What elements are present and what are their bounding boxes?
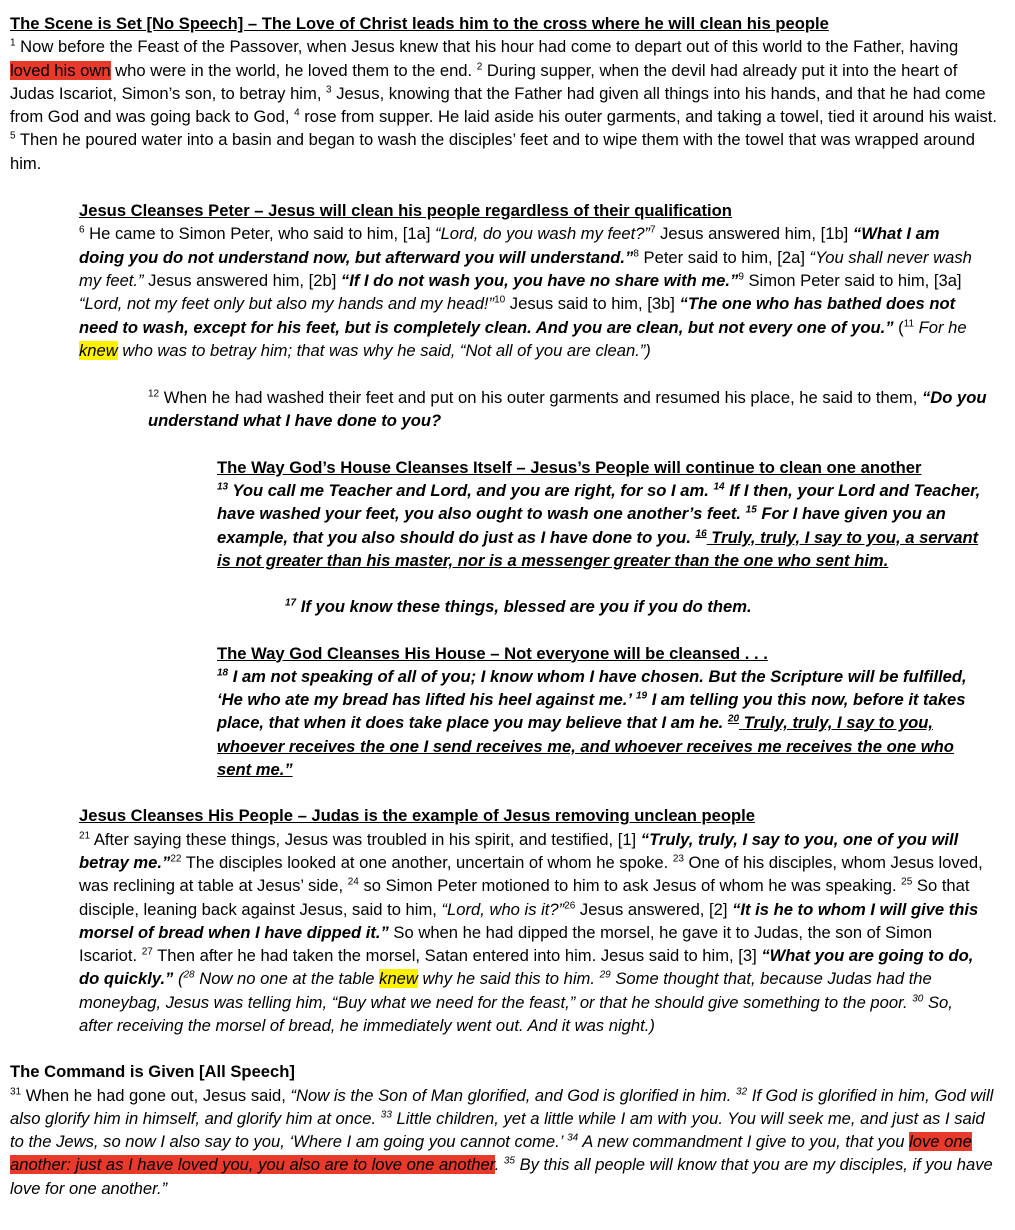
passage-paragraph [10,35,1000,175]
verse-number: 22 [170,853,182,865]
verse-number: 10 [494,294,506,306]
verse-number: 15 [745,504,757,516]
verse-text: Now no one at the table [194,969,380,989]
verse-text: After saying these things, Jesus was troubled in his spirit, and testified, [1] [90,829,641,849]
verse-text: During supper, when the devil had already put it into the heart of Judas Iscariot, Simon’s son, to betray him, [10,60,958,103]
document-page [10,12,1000,1200]
section-heading: The Command is Given [All Speech] [10,1062,295,1082]
verse-number: 32 [735,1086,748,1098]
verse-number: 21 [79,830,91,842]
verse-number: 6 [79,224,85,236]
passage-paragraph [79,222,984,362]
underlined-verse: Truly, truly, I say to you, a servant is not greater than his master, nor is a messenger greater than the one who sent him. [217,527,979,570]
verse-text: By this all people will know that you are my disciples, if you have love for one another.” [10,1155,993,1198]
quote-italic: “Now is the Son of Man glorified, and God is glorified in him. [290,1085,736,1105]
verse-text: So when he had dipped the morsel, he gave it to Judas, the son of Simon Iscariot. [79,922,933,966]
verse-text: For he [914,317,967,337]
highlight-loved-his-own: loved his own [10,60,111,80]
verse-text: Jesus said to him, [3b] [505,294,680,314]
verse-text: When he had gone out, Jesus said, [21,1085,291,1105]
section-scene-set [10,12,1000,175]
quote-jesus: “The one who has bathed does not need to wash, except for his feet, but is completely clean. And you are clean, but not every one of you.” [79,294,956,337]
verse-number: 9 [738,271,744,283]
verse-number: 8 [633,248,639,260]
verse-number: 17 [285,597,297,609]
verse-text: So, after receiving the morsel of bread, he immediately went out. And it was night.) [79,992,953,1035]
section-heading: Jesus Cleanses Peter – Jesus will clean his people regardless of their qualification [79,201,732,221]
passage-paragraph [217,479,992,572]
verse-number: 33 [380,1109,392,1121]
verse-text: who were in the world, he loved them to the end. [110,60,477,80]
verse-number: 24 [347,876,359,888]
verse-text: ( [173,969,184,989]
verse-text: If God is glorified in him, God will also glorify him in himself, and glorify him at once. [10,1085,994,1128]
verse-text: When he had washed their feet and put on his outer garments and resumed his place, he said to them, [159,388,922,408]
verse-number: 20 [727,713,740,725]
verse-text: Little children, yet a little while I am with you. You will seek me, and just as I said to the Jews, so now I also say to you, ‘Where I am going you cannot come.’ [10,1108,985,1152]
verse-number: 16 [695,528,707,540]
verse-text: For I have given you an example, that you also should do just as I have done to you. [217,504,946,547]
verse-number: 29 [599,969,611,981]
verse-text: why he said this to him. [417,969,600,989]
verse-text: A new commandment I give to you, that you [578,1132,910,1152]
quote-italic: “Lord, do you wash my feet?” [435,224,650,244]
verse-text: Peter said to him, [2a] [638,247,810,267]
verse-text: One of his disciples, whom Jesus loved, was reclining at table at Jesus’ side, [79,852,983,896]
verse-number: 2 [476,61,483,73]
verse-text: The disciples looked at one another, uncertain of whom he spoke. [181,852,673,872]
section-heading: The Way God’s House Cleanses Itself – Jesus’s People will continue to clean one another [217,457,922,477]
verse-text: So that disciple, leaning back against Jesus, said to him, [79,876,970,919]
section-heading: The Scene is Set [No Speech] – The Love of Christ leads him to the cross where he will clean his people [10,14,829,33]
quote-italic: “Lord, who is it?” [441,899,565,919]
highlight-love-one-another: love one another: just as I have loved you, you also are to love one another [10,1132,972,1175]
section-cleanses-his-people [79,804,984,1037]
quote-jesus: “What I am doing you do not understand now, but afterward you will understand.” [79,224,940,267]
verse-text: He came to Simon Peter, who said to him, [1a] [84,224,436,244]
section-verse-12 [148,386,998,433]
verse-text: I am not speaking of all of you; I know whom I have chosen. But the Scripture will be fulfilled, ‘He who ate my bread has lifted his heel against me.’ [217,666,967,710]
verse-text: If you know these things, blessed are you if you do them. [296,597,752,617]
verse-number: 19 [635,690,648,702]
verse-text: Jesus answered, [2] [575,899,733,919]
passage-paragraph [10,1084,1000,1200]
highlight-knew: knew [79,340,118,360]
passage-paragraph [79,828,984,1038]
verse-number: 30 [912,993,924,1005]
section-heading: The Way God Cleanses His House – Not everyone will be cleansed . . . [217,643,768,663]
quote-jesus: “It is he to whom I will give this morsel of bread when I have dipped it.” [79,899,979,942]
verse-number: 4 [294,107,300,119]
verse-text: who was to betray him; that was why he said, “Not all of you are clean.”) [117,340,651,360]
verse-number: 27 [141,946,153,958]
section-cleanses-peter [79,199,984,362]
quote-jesus: “If I do not wash you, you have no share with me.” [340,270,739,290]
verse-text: Then after he had taken the morsel, Satan entered into him. Jesus said to him, [3] [152,946,762,966]
verse-text: If I then, your Lord and Teacher, have washed your feet, you also ought to wash one another’s feet. [217,481,981,524]
verse-number: 25 [901,876,913,888]
passage-paragraph [148,386,998,433]
verse-number: 13 [217,481,229,493]
verse-text: Jesus answered him, [1b] [655,224,853,244]
verse-number: 14 [713,481,725,493]
verse-number: 18 [217,667,229,679]
verse-text: rose from supper. He laid aside his outer garments, and taking a towel, tied it around his waist. [299,107,997,127]
verse-number: 26 [564,899,576,911]
verse-text: Now before the Feast of the Passover, when Jesus knew that his hour had come to depart out of this world to the Father, having [15,37,959,57]
verse-text: so Simon Peter motioned to him to ask Jesus of whom he was speaking. [358,876,902,896]
verse-text: Simon Peter said to him, [3a] [743,270,962,290]
verse-text: Some thought that, because Judas had the moneybag, Jesus was telling him, “Buy what we need for the feast,” or that he should give something to the poor. [79,969,932,1012]
verse-number: 11 [903,318,915,330]
highlight-knew: knew [379,969,418,989]
verse-number: 1 [10,37,16,49]
verse-number: 35 [503,1155,515,1167]
verse-text: I am telling you this now, before it takes place, that when it does take place you may believe that I am he. [217,690,966,733]
verse-text: You call me Teacher and Lord, and you are right, for so I am. [228,481,714,501]
section-god-cleanses-house [217,642,992,782]
passage-paragraph [217,665,992,781]
verse-text: Jesus answered him, [2b] [143,270,341,290]
underlined-verse: Truly, truly, I say to you, whoever receives the one I send receives me, and whoever receives me receives the one who sent me.” [217,713,954,780]
verse-text: Jesus, knowing that the Father had given all things into his hands, and that he had come from God and was going back to God, [10,83,986,127]
verse-number: 31 [10,1086,22,1098]
section-house-cleanses-itself [217,456,992,572]
verse-number: 7 [649,224,656,236]
quote-jesus: “What you are going to do, do quickly.” [79,946,974,989]
verse-text: Then he poured water into a basin and began to wash the disciples’ feet and to wipe them with the towel that was wrapped around him. [10,130,975,173]
verse-text: ( [893,317,904,337]
verse-number: 34 [567,1132,579,1144]
section-heading: Jesus Cleanses His People – Judas is the example of Jesus removing unclean people [79,806,756,826]
passage-paragraph [285,595,985,618]
verse-text: . [494,1155,504,1175]
verse-number: 28 [183,969,195,981]
quote-italic: “Lord, not my feet only but also my hands and my head!” [79,294,495,314]
section-command-given [10,1060,1000,1200]
verse-number: 3 [326,84,332,96]
quote-italic: “You shall never wash my feet.” [79,247,972,290]
verse-number: 5 [10,130,16,142]
quote-jesus: “Truly, truly, I say to you, one of you will betray me.” [79,829,959,872]
section-verse-17 [285,595,985,618]
quote-jesus: “Do you understand what I have done to you? [148,388,987,431]
verse-number: 23 [672,853,684,865]
verse-number: 12 [148,388,160,400]
